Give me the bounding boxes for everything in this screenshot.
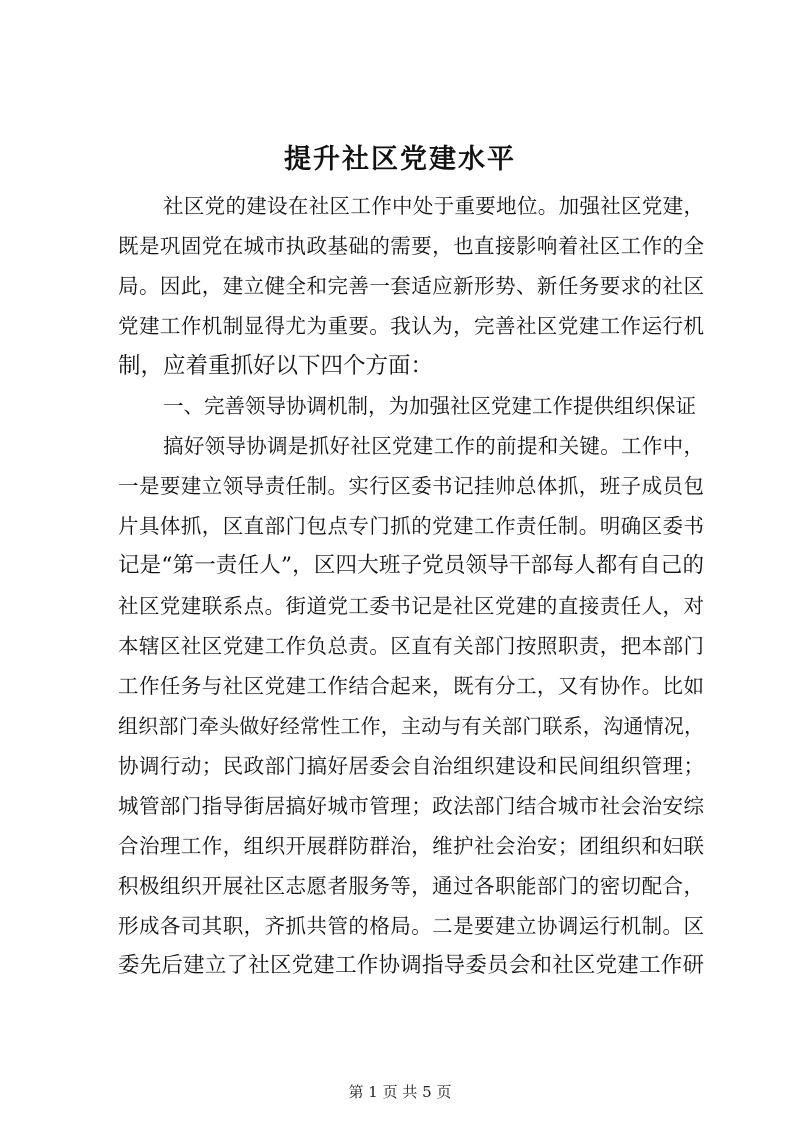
text-line: 合治理工作，组织开展群防群治，维护社会治安；团组织和妇联: [118, 834, 704, 858]
text-line: 一、完善领导协调机制，为加强社区党建工作提供组织保证: [163, 394, 696, 418]
text-line: 社区党建联系点。街道党工委书记是社区党建的直接责任人，对: [118, 594, 704, 618]
text-line: 协调行动；民政部门搞好居委会自治组织建设和民间组织管理；: [118, 754, 704, 778]
text-line: 城管部门指导街居搞好城市管理；政法部门结合城市社会治安综: [118, 794, 704, 818]
text-line: 片具体抓，区直部门包点专门抓的党建工作责任制。明确区委书: [118, 514, 704, 538]
text-line: 既是巩固党在城市执政基础的需要，也直接影响着社区工作的全: [118, 234, 704, 258]
text-line: 组织部门牵头做好经常性工作，主动与有关部门联系，沟通情况，: [118, 714, 704, 738]
paragraph: [118, 426, 704, 986]
text-line: 党建工作机制显得尤为重要。我认为，完善社区党建工作运行机: [118, 314, 704, 338]
section-heading: [118, 386, 704, 426]
text-line: 本辖区社区党建工作负总责。区直有关部门按照职责，把本部门: [118, 634, 704, 658]
text-line: 形成各司其职，齐抓共管的格局。二是要建立协调运行机制。区: [118, 914, 704, 938]
document-body: [118, 186, 704, 986]
text-line: 一是要建立领导责任制。实行区委书记挂帅总体抓，班子成员包: [118, 474, 704, 498]
text-line: 搞好领导协调是抓好社区党建工作的前提和关键。工作中，: [163, 434, 704, 458]
text-line: 委先后建立了社区党建工作协调指导委员会和社区党建工作研: [118, 953, 704, 978]
text-line: 制，应着重抓好以下四个方面：: [118, 353, 434, 379]
text-line: 积极组织开展社区志愿者服务等，通过各职能部门的密切配合，: [118, 874, 704, 898]
page-number-footer: 第 1 页 共 5 页: [348, 1083, 452, 1101]
text-line: 局。因此，建立健全和完善一套适应新形势、新任务要求的社区: [118, 274, 704, 298]
text-line: 记是“第一责任人”，区四大班子党员领导干部每人都有自己的: [118, 553, 704, 578]
text-line: 社区党的建设在社区工作中处于重要地位。加强社区党建，: [163, 194, 704, 218]
document-title: 提升社区党建水平: [284, 144, 516, 175]
text-line: 工作任务与社区党建工作结合起来，既有分工，又有协作。比如: [118, 674, 704, 698]
paragraph: [118, 186, 704, 386]
